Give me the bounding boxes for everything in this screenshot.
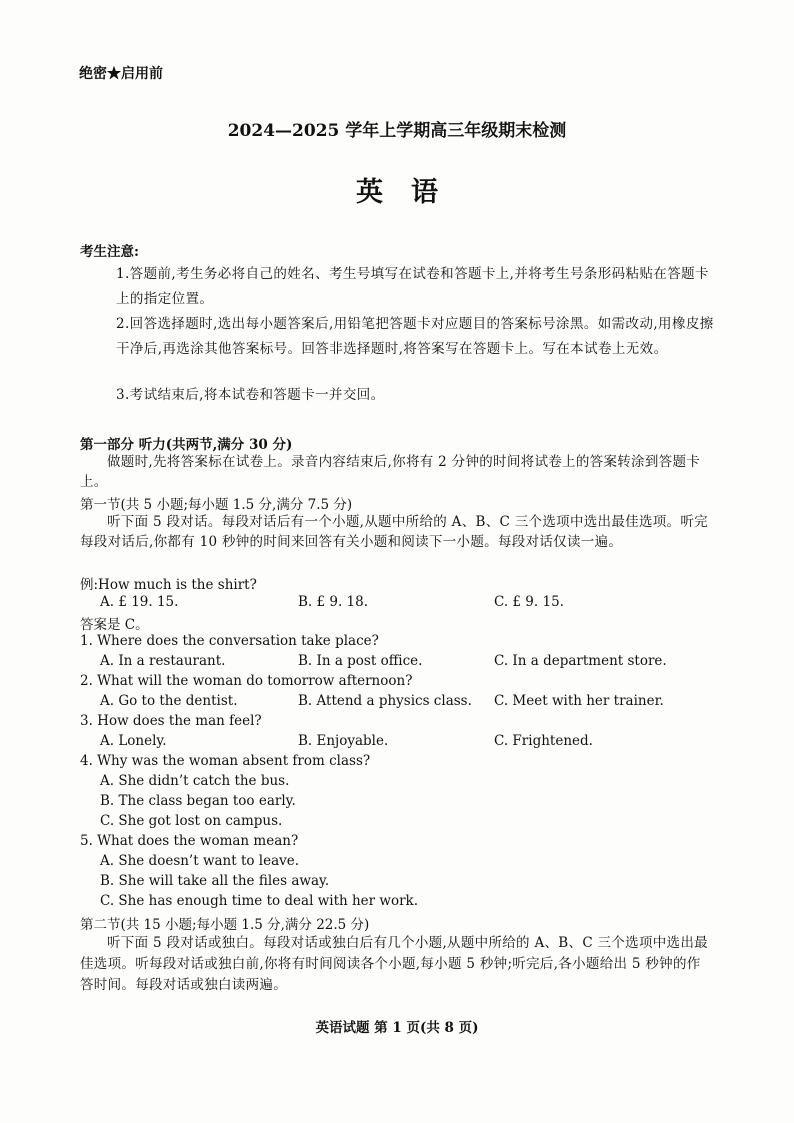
question-option: C. In a department store.: [494, 653, 667, 669]
question-option: C. She got lost on campus.: [100, 813, 283, 829]
example-option-a: A. £ 19. 15.: [100, 594, 179, 610]
question-stem: 5. What does the woman mean?: [80, 833, 299, 849]
question-option: A. In a restaurant.: [100, 653, 226, 669]
secret-label: 绝密★启用前: [79, 66, 163, 82]
question-option: B. Attend a physics class.: [298, 693, 472, 709]
question-option: B. The class began too early.: [100, 793, 296, 809]
question-option: B. In a post office.: [298, 653, 423, 669]
part1-heading: 第一部分 听力(共两节,满分 30 分): [80, 437, 293, 453]
example-option-c: C. £ 9. 15.: [494, 594, 564, 610]
question-stem: 2. What will the woman do tomorrow afternoon?: [80, 673, 413, 689]
question-option: C. She has enough time to deal with her work.: [100, 893, 419, 909]
example-option-b: B. £ 9. 18.: [298, 594, 369, 610]
question-option: C. Meet with her trainer.: [494, 693, 664, 709]
notice-item-1: 1.答题前,考生务必将自己的姓名、考生号填写在试卷和答题卡上,并将考生号条形码粘贴在答题卡上的指定位置。: [116, 266, 709, 307]
question-option: A. She doesn’t want to leave.: [100, 853, 300, 869]
section2-intro: 听下面 5 段对话或独白。每段对话或独白后有几个小题,从题中所给的 A、B、C 三个选项中选出最佳选项。听每段对话或独白前,你将有时间阅读各个小题,每小题 5 秒钟;听完后,各小题给出 5 秒钟的作答时间。每段对话或独白读两遍。: [80, 935, 708, 993]
part1-intro: 做题时,先将答案标在试卷上。录音内容结束后,你将有 2 分钟的时间将试卷上的答案转涂到答题卡上。: [80, 454, 701, 490]
question-option: A. She didn’t catch the bus.: [100, 773, 290, 789]
question-stem: 3. How does the man feel?: [80, 713, 262, 729]
section1-intro: 听下面 5 段对话。每段对话后有一个小题,从题中所给的 A、B、C 三个选项中选出最佳选项。听完每段对话后,你都有 10 秒钟的时间来回答有关小题和阅读下一小题。每段对话仅读一遍。: [80, 514, 708, 550]
section1-heading: 第一节(共 5 小题;每小题 1.5 分,满分 7.5 分): [80, 497, 353, 513]
example-question: 例:How much is the shirt?: [80, 577, 257, 593]
question-stem: 1. Where does the conversation take place?: [80, 633, 379, 649]
notice-item-3: 3.考试结束后,将本试卷和答题卡一并交回。: [116, 387, 385, 403]
question-option: B. Enjoyable.: [298, 733, 389, 749]
exam-title: 2024—2025 学年上学期高三年级期末检测: [227, 121, 567, 141]
question-option: B. She will take all the files away.: [100, 873, 330, 889]
question-option: A. Go to the dentist.: [100, 693, 238, 709]
section2-heading: 第二节(共 15 小题;每小题 1.5 分,满分 22.5 分): [80, 917, 370, 933]
question-option: C. Frightened.: [494, 733, 593, 749]
question-option: A. Lonely.: [100, 733, 167, 749]
page-footer: 英语试题 第 1 页(共 8 页): [315, 1020, 479, 1036]
notice-heading: 考生注意:: [80, 244, 139, 260]
subject-title: 英语: [356, 177, 466, 208]
notice-item-2: 2.回答选择题时,选出每小题答案后,用铅笔把答题卡对应题目的答案标号涂黑。如需改动,用橡皮擦干净后,再选涂其他答案标号。回答非选择题时,将答案写在答题卡上。写在本试卷上无效。: [116, 316, 714, 357]
example-answer: 答案是 C。: [80, 617, 149, 633]
question-stem: 4. Why was the woman absent from class?: [80, 753, 371, 769]
